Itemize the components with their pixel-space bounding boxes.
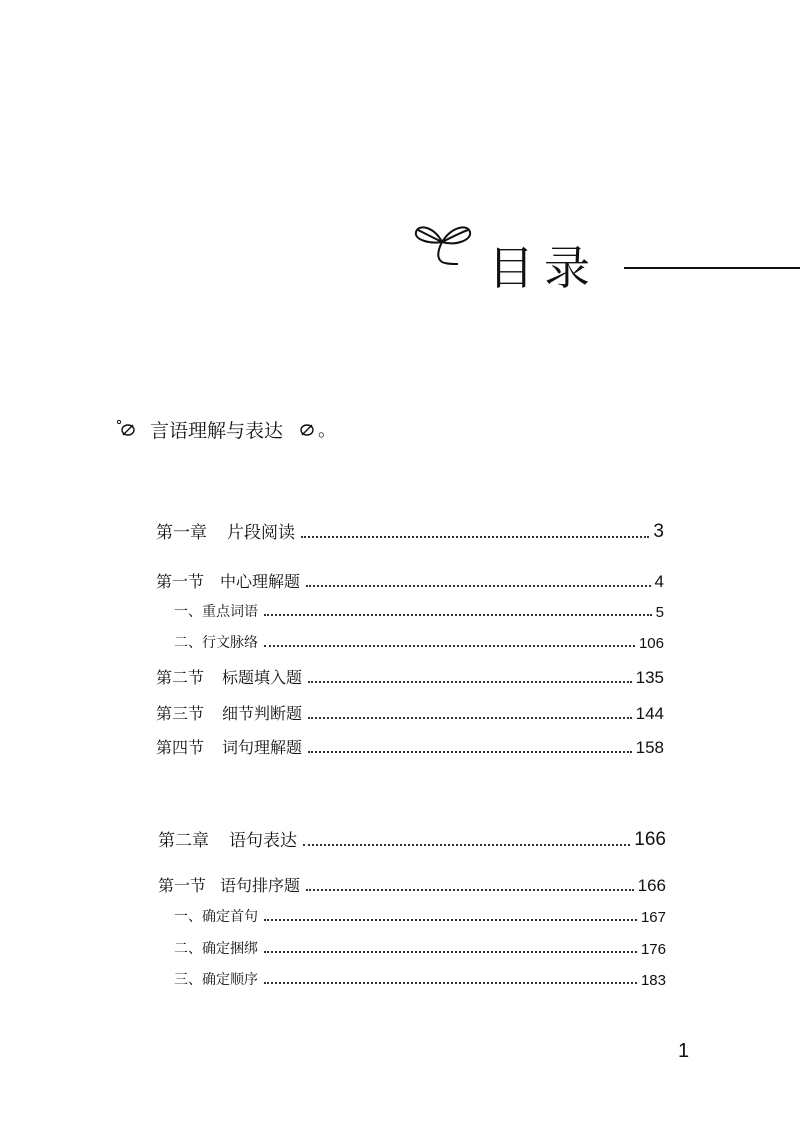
chapter-title: 语句表达 <box>229 831 297 851</box>
page-ref: 4 <box>654 572 664 591</box>
page-ref: 5 <box>655 604 664 621</box>
page-ref: 144 <box>635 704 664 723</box>
entry-title: 词句理解题 <box>222 738 303 757</box>
chapter-title: 片段阅读 <box>227 523 295 543</box>
part-title: 言语理解与表达 <box>150 419 284 442</box>
entry-number: 第一节 <box>158 876 207 895</box>
title-rule <box>624 267 800 269</box>
entry-number: 一、 <box>174 909 202 925</box>
page-ref: 176 <box>640 941 666 958</box>
dot-leader <box>264 645 635 647</box>
toc-entry[interactable] <box>174 601 664 621</box>
page-ref: 166 <box>637 876 666 895</box>
entry-number: 第四节 <box>156 738 205 757</box>
entry-title: 细节判断题 <box>222 704 303 723</box>
dot-leader <box>264 614 652 616</box>
chapter-number: 第一章 <box>156 523 207 543</box>
entry-title: 语句排序题 <box>220 876 301 895</box>
chapter-number: 第二章 <box>158 831 209 851</box>
dot-leader <box>308 681 632 683</box>
toc-entry[interactable] <box>156 665 664 688</box>
toc-entry[interactable] <box>156 569 664 592</box>
page-ref: 167 <box>640 909 666 926</box>
page-number: 1 <box>678 1040 690 1062</box>
toc-entry[interactable] <box>174 969 666 989</box>
dot-leader <box>306 889 634 891</box>
part-heading <box>116 414 336 444</box>
entry-title: 确定捆绑 <box>202 941 258 957</box>
dot-leader <box>308 751 632 753</box>
entry-title: 确定顺序 <box>202 972 258 988</box>
toc-entry[interactable] <box>174 906 666 926</box>
page-ref: 183 <box>640 972 666 989</box>
toc-entry[interactable] <box>174 938 666 958</box>
dot-leader <box>264 951 637 953</box>
toc-entry[interactable] <box>156 701 664 724</box>
toc-header <box>412 218 800 298</box>
toc-entry[interactable] <box>174 632 664 652</box>
page-title: 目录 <box>488 241 600 295</box>
page-ref: 166 <box>634 829 666 850</box>
entry-title: 行文脉络 <box>202 635 258 651</box>
dot-leader <box>306 585 651 587</box>
entry-title: 重点词语 <box>202 604 258 620</box>
toc-entry[interactable] <box>156 735 664 758</box>
entry-number: 二、 <box>174 635 202 651</box>
entry-number: 二、 <box>174 941 202 957</box>
dot-leader <box>308 717 632 719</box>
toc-entry[interactable] <box>158 873 666 896</box>
circle-slash-icon <box>297 419 317 439</box>
page-ref: 3 <box>653 521 664 542</box>
circle-slash-icon <box>116 419 136 439</box>
dot-leader <box>303 844 630 846</box>
entry-title: 标题填入题 <box>222 668 303 687</box>
entry-number: 第三节 <box>156 704 205 723</box>
entry-number: 三、 <box>174 972 202 988</box>
page-ref: 158 <box>635 738 664 757</box>
part-suffix: 。 <box>318 420 337 441</box>
sprout-icon <box>412 218 476 282</box>
toc-chapter-2[interactable] <box>158 826 666 851</box>
entry-number: 第二节 <box>156 668 205 687</box>
dot-leader <box>264 919 637 921</box>
entry-title: 中心理解题 <box>220 572 301 591</box>
entry-title: 确定首句 <box>202 909 258 925</box>
dot-leader <box>301 536 649 538</box>
toc-chapter-1[interactable] <box>156 518 664 543</box>
entry-number: 一、 <box>174 604 202 620</box>
entry-number: 第一节 <box>156 572 205 591</box>
dot-leader <box>264 982 637 984</box>
page-ref: 135 <box>635 668 664 687</box>
page-ref: 106 <box>638 635 664 652</box>
